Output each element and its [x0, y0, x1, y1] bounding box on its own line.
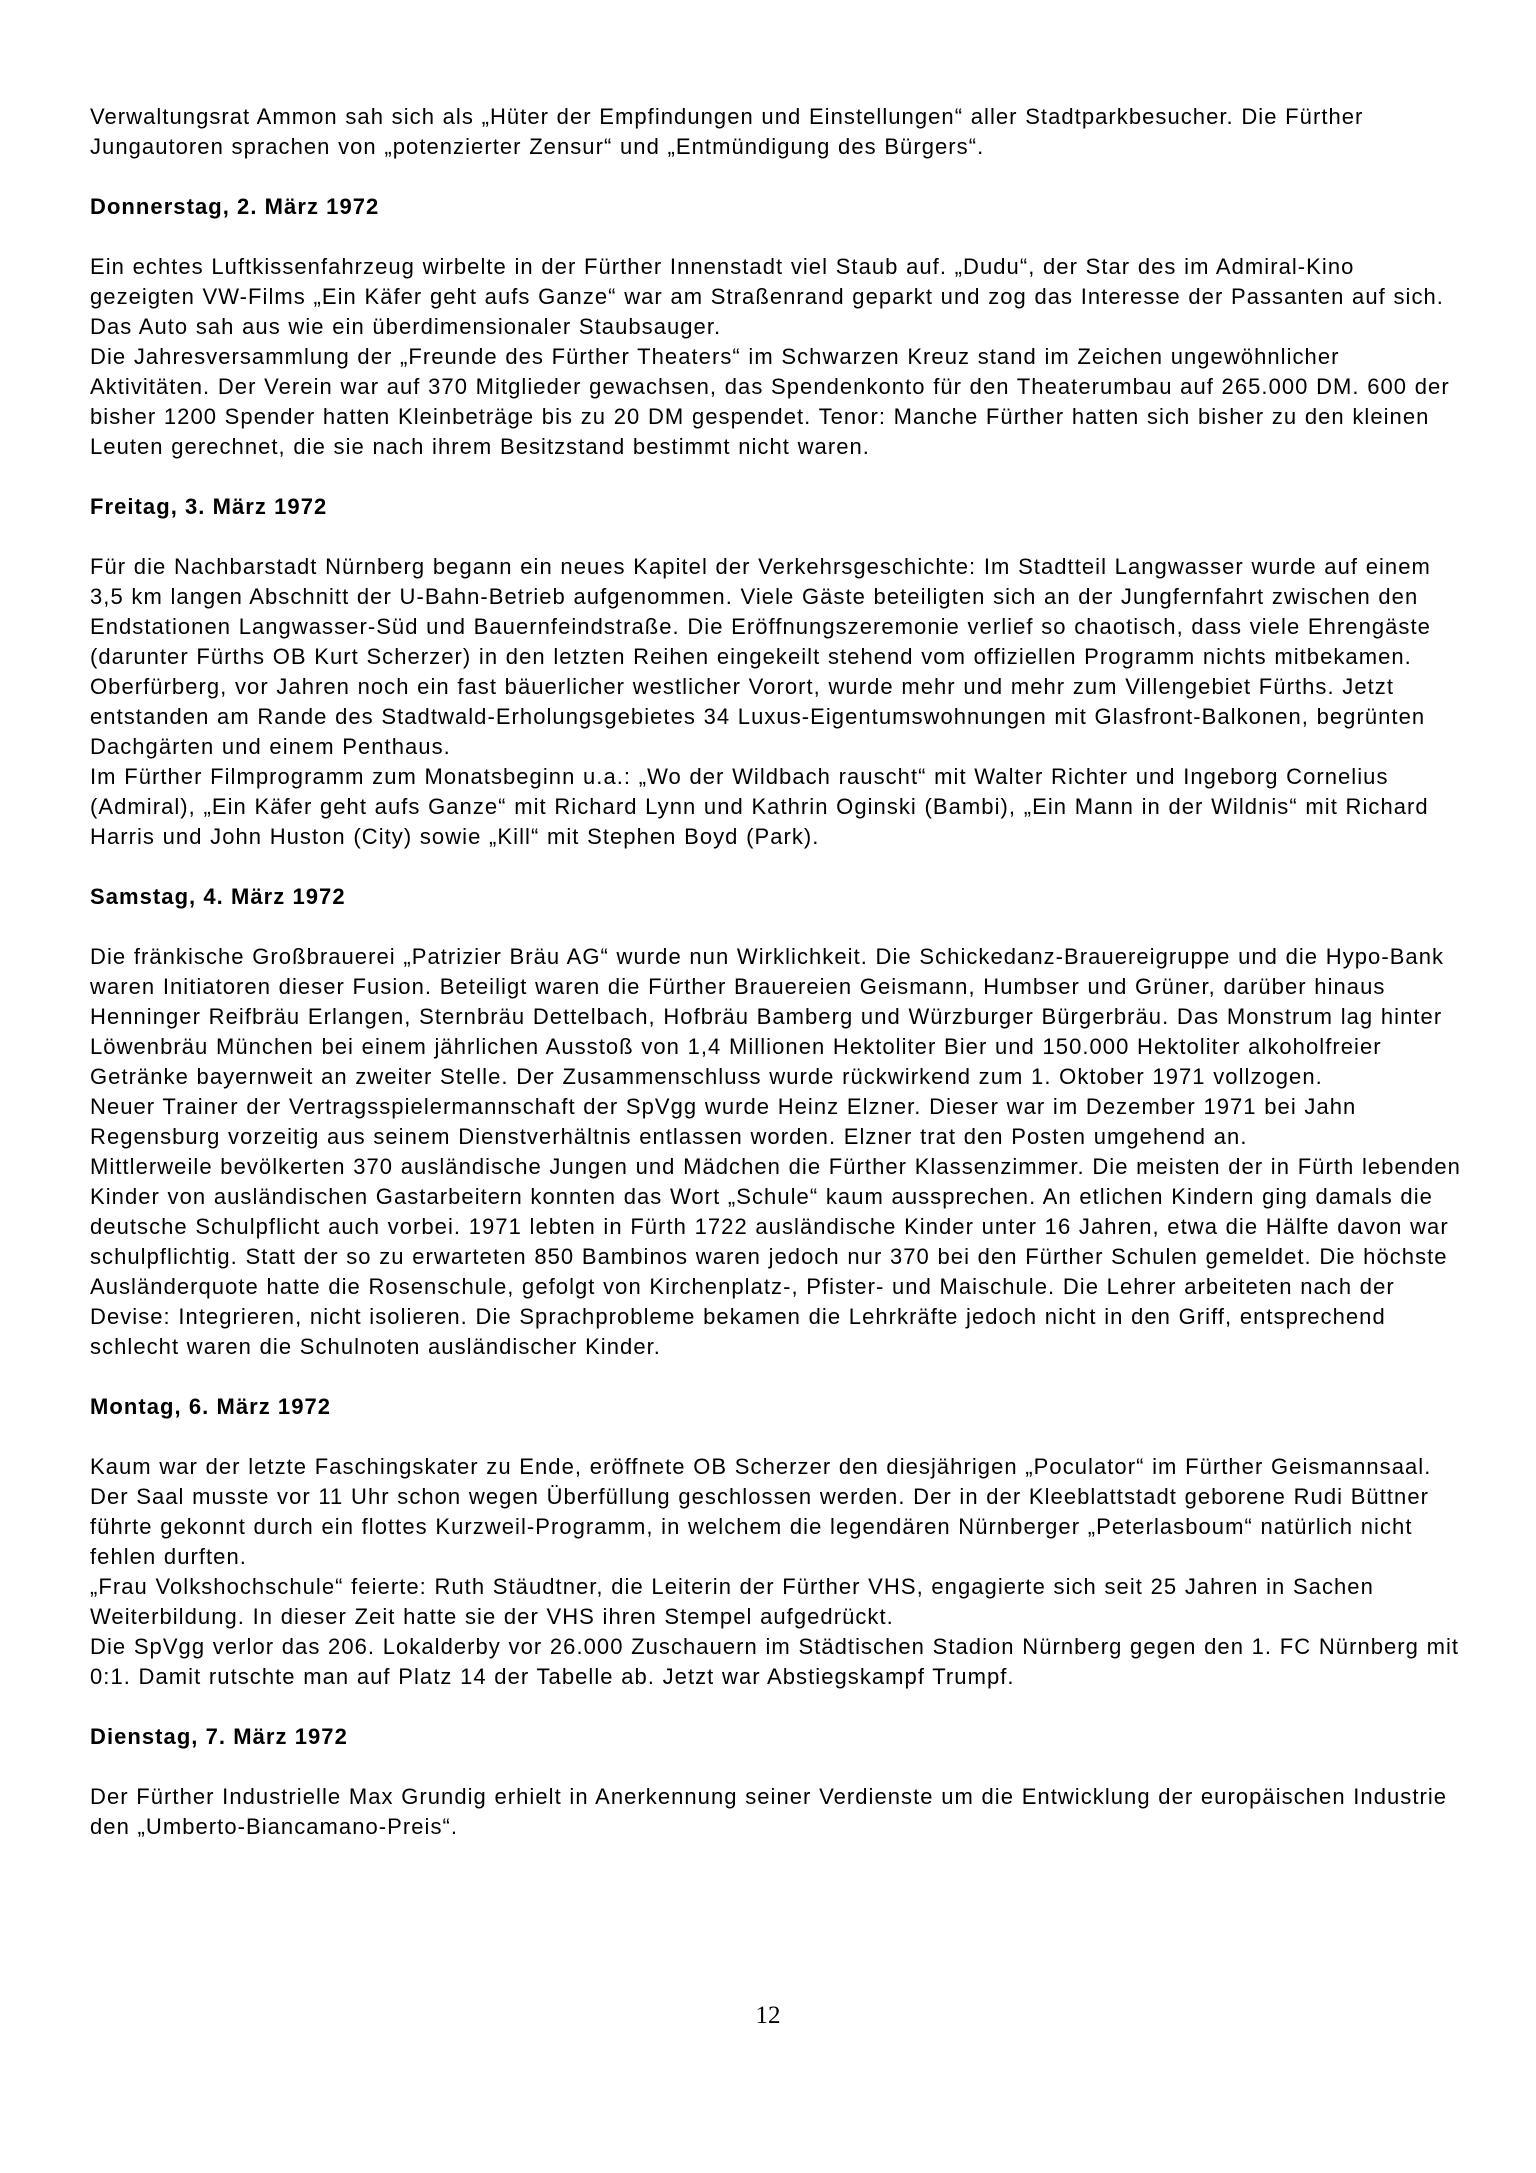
body-paragraph: Oberfürberg, vor Jahren noch ein fast bäuerlicher westlicher Vorort, wurde mehr und mehr zum Villengebiet Fürths. Jetzt entstanden am Rande des Stadtwald-Erholungsgebietes 34 Luxus-Eigentumswohnungen mit Glasfront-Balkonen, begrünten Dachgärten und einem Penthaus. [90, 674, 1426, 759]
section-heading: Dienstag, 7. März 1972 [90, 1724, 348, 1749]
body-paragraph: Der Fürther Industrielle Max Grundig erhielt in Anerkennung seiner Verdienste um die Entwicklung der europäischen Industrie den „Umberto-Biancamano-Preis“. [90, 1784, 1448, 1839]
page-number: 12 [755, 2002, 781, 2029]
section-heading: Donnerstag, 2. März 1972 [90, 194, 380, 219]
intro-paragraph: Verwaltungsrat Ammon sah sich als „Hüter der Empfindungen und Einstellungen“ aller Stadtparkbesucher. Die Fürther Jungautoren sprachen von „potenzierter Zensur“ und „Entmündigung des Bürgers“. [90, 104, 1364, 159]
section-donnerstag-2-maerz [90, 192, 1466, 462]
body-paragraph: Die Jahresversammlung der „Freunde des Fürther Theaters“ im Schwarzen Kreuz stand im Zeichen ungewöhnlicher Aktivitäten. Der Verein war auf 370 Mitglieder gewachsen, das Spendenkonto für den Theaterumbau auf 265.000 DM. 600 der bisher 1200 Spender hatten Kleinbeträge bis zu 20 DM gespendet. Tenor: Manche Fürther hatten sich bisher zu den kleinen Leuten gerechnet, die sie nach ihrem Besitzstand bestimmt nicht waren. [90, 344, 1450, 459]
body-paragraph: Kaum war der letzte Faschingskater zu Ende, eröffnete OB Scherzer den diesjährigen „Poculator“ im Fürther Geismannsaal. Der Saal musste vor 11 Uhr schon wegen Überfüllung geschlossen werden. Der in der Kleeblattstadt geborene Rudi Büttner führte gekonnt durch ein flottes Kurzweil-Programm, in welchem die legendären Nürnberger „Peterlasboum“ natürlich nicht fehlen durften. [90, 1454, 1432, 1569]
body-paragraph: Ein echtes Luftkissenfahrzeug wirbelte in der Fürther Innenstadt viel Staub auf. „Dudu“, der Star des im Admiral-Kino gezeigten VW-Films „Ein Käfer geht aufs Ganze“ war am Straßenrand geparkt und zog das Interesse der Passanten auf sich. Das Auto sah aus wie ein überdimensionaler Staubsauger. [90, 254, 1444, 339]
body-paragraph: Für die Nachbarstadt Nürnberg begann ein neues Kapitel der Verkehrsgeschichte: Im Stadtteil Langwasser wurde auf einem 3,5 km langen Abschnitt der U-Bahn-Betrieb aufgenommen. Viele Gäste beteiligten sich an der Jungfernfahrt zwischen den Endstationen Langwasser-Süd und Bauernfeindstraße. Die Eröffnungszeremonie verlief so chaotisch, dass viele Ehrengäste (darunter Fürths OB Kurt Scherzer) in den letzten Reihen eingekeilt stehend vom offiziellen Programm nichts mitbekamen. [90, 554, 1431, 669]
body-paragraph: Im Fürther Filmprogramm zum Monatsbeginn u.a.: „Wo der Wildbach rauscht“ mit Walter Richter und Ingeborg Cornelius (Admiral), „Ein Käfer geht aufs Ganze“ mit Richard Lynn und Kathrin Oginski (Bambi), „Ein Mann in der Wildnis“ mit Richard Harris und John Huston (City) sowie „Kill“ mit Stephen Boyd (Park). [90, 764, 1429, 849]
section-montag-6-maerz [90, 1392, 1466, 1692]
section-freitag-3-maerz [90, 492, 1466, 852]
section-heading: Samstag, 4. März 1972 [90, 884, 346, 909]
body-paragraph: Die fränkische Großbrauerei „Patrizier Bräu AG“ wurde nun Wirklichkeit. Die Schickedanz-Brauereigruppe und die Hypo-Bank waren Initiatoren dieser Fusion. Beteiligt waren die Fürther Brauereien Geismann, Humbser und Grüner, darüber hinaus Henninger Reifbräu Erlangen, Sternbräu Dettelbach, Hofbräu Bamberg und Würzburger Bürgerbräu. Das Monstrum lag hinter Löwenbräu München bei einem jährlichen Ausstoß von 1,4 Millionen Hektoliter Bier und 150.000 Hektoliter alkoholfreier Getränke bayernweit an zweiter Stelle. Der Zusammenschluss wurde rückwirkend zum 1. Oktober 1971 vollzogen. [90, 944, 1445, 1089]
section-heading: Montag, 6. März 1972 [90, 1394, 332, 1419]
body-paragraph: Mittlerweile bevölkerten 370 ausländische Jungen und Mädchen die Fürther Klassenzimmer. Die meisten der in Fürth lebenden Kinder von ausländischen Gastarbeitern konnten das Wort „Schule“ kaum aussprechen. An etlichen Kindern ging damals die deutsche Schulpflicht auch vorbei. 1971 lebten in Fürth 1722 ausländische Kinder unter 16 Jahren, etwa die Hälfte davon war schulpflichtig. Statt der so zu erwarteten 850 Bambinos waren jedoch nur 370 bei den Fürther Schulen gemeldet. Die höchste Ausländerquote hatte die Rosenschule, gefolgt von Kirchenplatz-, Pfister- und Maischule. Die Lehrer arbeiteten nach der Devise: Integrieren, nicht isolieren. Die Sprachprobleme bekamen die Lehrkräfte jedoch nicht in den Griff, entsprechend schlecht waren die Schulnoten ausländischer Kinder. [90, 1154, 1461, 1359]
body-paragraph: Die SpVgg verlor das 206. Lokalderby vor 26.000 Zuschauern im Städtischen Stadion Nürnberg gegen den 1. FC Nürnberg mit 0:1. Damit rutschte man auf Platz 14 der Tabelle ab. Jetzt war Abstiegskampf Trumpf. [90, 1634, 1460, 1689]
body-paragraph: „Frau Volkshochschule“ feierte: Ruth Stäudtner, die Leiterin der Fürther VHS, engagierte sich seit 25 Jahren in Sachen Weiterbildung. In dieser Zeit hatte sie der VHS ihren Stempel aufgedrückt. [90, 1574, 1374, 1629]
section-heading: Freitag, 3. März 1972 [90, 494, 328, 519]
section-samstag-4-maerz [90, 882, 1466, 1362]
body-paragraph: Neuer Trainer der Vertragsspielermannschaft der SpVgg wurde Heinz Elzner. Dieser war im Dezember 1971 bei Jahn Regensburg vorzeitig aus seinem Dienstverhältnis entlassen worden. Elzner trat den Posten umgehend an. [90, 1094, 1357, 1149]
section-dienstag-7-maerz [90, 1722, 1466, 1842]
